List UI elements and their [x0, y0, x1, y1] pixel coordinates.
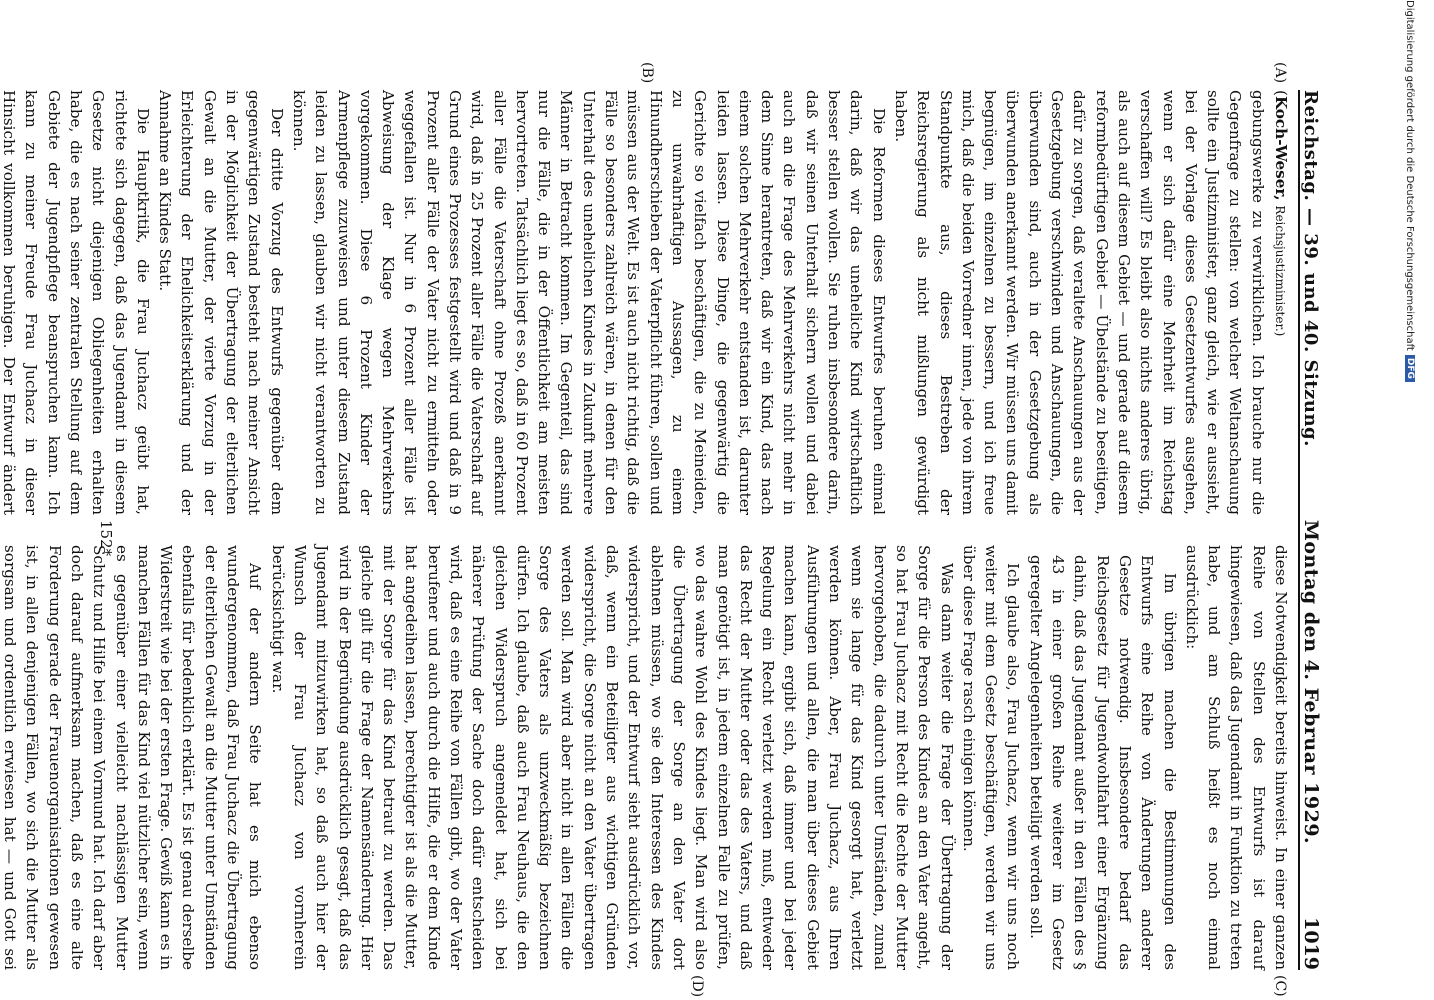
digitization-credit — [1402, 0, 1418, 1000]
margin-marker-d: (D) — [689, 975, 705, 998]
paragraph: Die Hauptkritik, die Frau Juchacz geübt hat, richtete sich dagegen, daß das Jugendamt in diesem Gesetze nicht diejenigen Obliegenheiten erhalten habe, die es nach seiner zentralen Stellung auf dem Gebiete der Jugendpflege beanspruchen kann. Ich kann zu meiner Freude Frau Juchacz in dieser Hinsicht vollkommen beruhigen. Der Entwurf ändert — [0, 90, 152, 515]
paragraph: Der dritte Vorzug des Entwurfs gegenüber dem gegenwärtigen Zustand besteht nach meiner Ansicht in der Möglichkeit der Übertragung der elterlichen Gewalt an die Mutter, der vierte Vorzug in der Erleichterung der Ehelichkeitserklärung und der Annahme an Kindes Statt. — [156, 90, 286, 515]
paragraph: Was dann weiter die Frage der Übertragung der Sorge für die Person des Kindes an den Vater angeht, so hat Frau Juchacz mit Recht die Rechte der Mutter hervorgehoben, die dadurch unter Umständen, zumal wenn sie lange für das Kind gesorgt hat, verletzt werden können. Aber, Frau Juchacz, aus Ihren Ausführungen und allen, die man über dieses Gebiet machen kann, ergibt sich, daß immer und bei jeder Regelung ein Recht verletzt werden muß, entweder das Recht der Mutter oder das des Vaters, und daß man genötigt ist, in jedem einzelnen Falle zu prüfen, wo das wahre Wohl des Kindes liegt. Man wird also die Übertragung der Sorge an den Vater dort ablehnen müssen, wo sie den Interessen des Kindes widerspricht, und der Entwurf sieht ausdrücklich vor, daß, wenn ein Beteiligter aus wichtigen Gründen widerspricht, die Sorge nicht an den Vater übertragen werden soll. Man wird aber nicht in allen Fällen die Sorge des Vaters als unzweckmäßig bezeichnen dürfen. Ich glaube, daß auch Frau Neuhaus, die den gleichen Widerspruch angemeldet hat, sich bei näherer Prüfung der Sache doch dafür entscheiden wird, daß es eine Reihe von Fällen gibt, wo der Vater berufener und auch durch die Hilfe, die er dem Kinde hat angedeihen lassen, berechtigter ist als die Mutter, mit der Sorge für das Kind betraut zu werden. Das gleiche gilt für die Frage der Namensänderung. Hier wird in der Begründung ausdrücklich gesagt, daß das Jugendamt mitzuwirken hat, so daß auch hier der Wunsch der Frau Juchacz von vornherein berücksichtigt war. — [268, 545, 956, 970]
quoted-paragraph: Im übrigen machen die Bestimmungen des Entwurfs eine Reihe von Änderungen anderer Gesetze notwendig. Insbesondere bedarf das Reichsgesetz für Jugendwohlfahrt einer Ergänzung dahin, daß das Jugendamt außer in den Fällen des § 43 in einer großen Reihe weiterer im Gesetz geregelter Angelegenheiten beteiligt werden soll. — [1026, 555, 1179, 970]
signature-mark: 152* — [97, 520, 115, 557]
paragraph: diese Notwendigkeit bereits hinweist. In einer ganzen Reihe von Stellen des Entwurfs ist darauf hingewiesen, daß das Jugendamt in Funktion zu treten habe, und am Schluß heißt es noch einmal ausdrücklich: — [1182, 545, 1290, 970]
speaker-line: (Koch-Weser, Reichsjustizminister.) — [1272, 90, 1290, 337]
margin-marker-b: (B) — [639, 62, 655, 84]
paragraph: Ich glaube also, Frau Juchacz, wenn wir uns noch weiter mit dem Gesetz beschäftigen, werden wir uns über diese Frage rasch einigen können. — [959, 545, 1023, 970]
header-date: Montag den 4. Februar 1929. — [1300, 519, 1322, 845]
left-column — [0, 90, 1292, 515]
speaker-name: Koch-Weser, — [1272, 95, 1290, 201]
margin-marker-c: (C) — [1272, 975, 1288, 997]
credit-text: Digitalisierung gefördert durch die Deutsche Forschungsgemeinschaft — [1404, 0, 1416, 351]
paragraph: Die Reformen dieses Entwurfes beruhen einmal darin, daß wir das uneheliche Kind wirtschaftlich besser stellen wollen. Sie ruhen insbesondere darin, daß wir seinen Unterhalt sichern wollen und dabei auch an die Frage des Mehrverkehrs nicht mehr in dem Sinne herantreten, daß wir ein Kind, das nach einem solchen Mehrverkehr entstanden ist, darunter leiden lassen. Diese Dinge, die gegenwärtig die Gerichte so vielfach beschäftigen, die zu Meineiden, zu unwahrhaftigen Aussagen, zu einem Hinundherschieben der Vaterpflicht führen, sollen und müssen aus der Welt. Es ist auch nicht richtig, daß die Fälle so besonders zahlreich wären, in denen für den Unterhalt des unehelichen Kindes in Zukunft mehrere Männer in Betracht kommen. Im Gegenteil, das sind nur die Fälle, die in der Öffentlichkeit am meisten hervortreten. Tatsächlich liegt es so, daß in 60 Prozent aller Fälle die Vaterschaft ohne Prozeß anerkannt wird, daß in 25 Prozent aller Fälle die Vaterschaft auf Grund eines Prozesses festgestellt wird und daß in 9 Prozent aller Fälle der Vater nicht zu ermitteln oder weggefallen ist. Nur in 6 Prozent aller Fälle ist Abweisung der Klage wegen Mehrverkehrs vorgekommen. Diese 6 Prozent Kinder der Armenpflege zuzuweisen und unter diesem Zustand leiden zu lassen, glauben wir nicht verantworten zu können. — [289, 90, 888, 515]
page-header — [1298, 90, 1328, 970]
dfg-logo: DFG — [1405, 355, 1415, 382]
header-session: Reichstag. — 39. und 40. Sitzung. — [1300, 90, 1321, 447]
paragraph: Auf der andern Seite hat es mich ebenso wundergenommen, daß Frau Juchacz die Übertragung der elterlichen Gewalt an die Mutter unter Umständen ebenfalls für bedenklich erklärt. Es ist genau derselbe Widerstreit wie bei der ersten Frage. Gewiß kann es in manchen Fällen für das Kind viel nützlicher sein, wenn es gegenüber einer vielleicht nachlässigen Mutter Schutz und Hilfe bei einem Vormund hat. Ich darf aber doch darauf aufmerksam machen, daß es eine alte Forderung gerade der Frauenorganisationen gewesen ist, in allen denjenigen Fällen, wo sich die Mutter als sorgsam und ordentlich erwiesen hat — und Gott sei — [1, 545, 265, 970]
margin-marker-a: (A) — [1272, 62, 1288, 84]
page-number: 1019 — [1300, 917, 1322, 970]
paragraph: gebungswerke zu verwirklichen. Ich brauche nur die Gegenfrage zu stellen: von welcher Weltanschauung sollte ein Justizminister, ganz gleich, wie er aussieht, bei der Vorlage dieses Gesetzentwurfes ausgehen, wenn er sich dafür eine Mehrheit im Reichstag verschaffen will? Es bleibt also nichts anderes übrig, als auch auf diesem Gebiet — und gerade auf diesem reformbedürftigen Gebiet — Übelstände zu beseitigen, dafür zu sorgen, daß veraltete Anschauungen aus der Gesetzgebung verschwinden und Anschauungen, die überwunden sind, auch in der Gesetzgebung als überwunden anerkannt werden. Wir müssen uns damit begnügen, im einzelnen zu bessern, und ich freue mich, daß die beiden Vorredner innen, jede von ihrem Standpunkte aus, dieses Bestreben der Reichsregierung als nicht mißlungen gewürdigt haben. — [891, 90, 1267, 515]
right-column — [0, 545, 1292, 970]
speaker-role: Reichsjustizminister.) — [1273, 205, 1287, 337]
